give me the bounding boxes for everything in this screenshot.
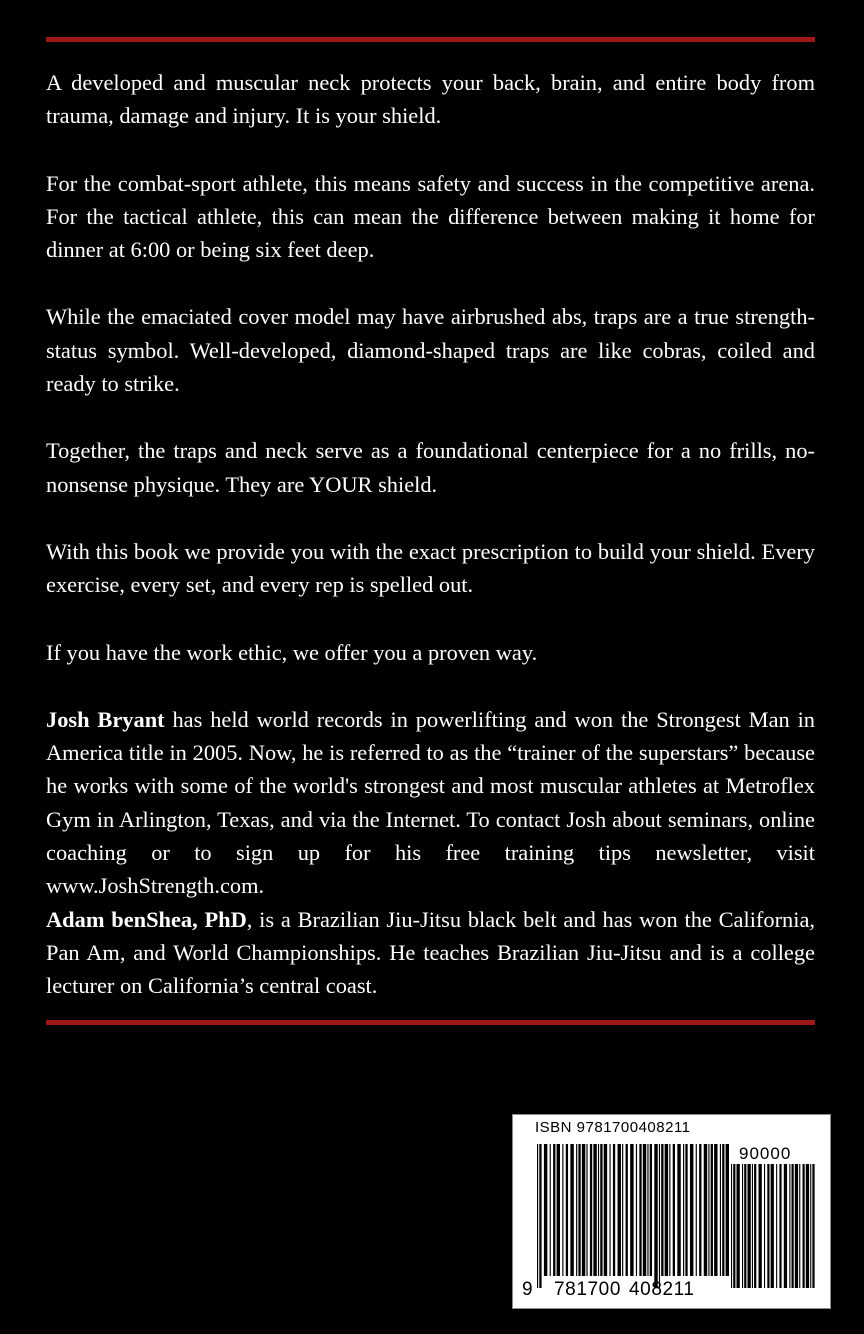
author-name-adam: Adam benShea, PhD bbox=[46, 906, 247, 932]
author-bio-adam bbox=[46, 903, 815, 1003]
barcode-bar bbox=[557, 1144, 560, 1276]
barcode-bar bbox=[618, 1144, 621, 1276]
barcode-bar bbox=[562, 1144, 563, 1276]
isbn-label: ISBN 9781700408211 bbox=[535, 1119, 691, 1136]
barcode-bar bbox=[767, 1164, 769, 1288]
barcode-bar bbox=[576, 1144, 577, 1276]
barcode-guard-bar bbox=[537, 1144, 538, 1288]
barcode-bar bbox=[699, 1144, 701, 1276]
back-cover-text bbox=[46, 66, 815, 1003]
barcode-bar bbox=[598, 1144, 599, 1276]
barcode-bar bbox=[806, 1164, 809, 1288]
barcode-bar bbox=[764, 1164, 765, 1288]
paragraph-neck-shield: A developed and muscular neck protects your back, brain, and entire body from trauma, damage and injury. It is your shield. bbox=[46, 70, 815, 129]
paragraph-prescription: With this book we provide you with the exact prescription to build your shield. Every exercise, every set, and every rep is spelled out. bbox=[46, 538, 815, 598]
barcode-bar bbox=[748, 1164, 751, 1288]
barcode-bar bbox=[704, 1144, 707, 1276]
barcode-bar bbox=[613, 1144, 615, 1276]
barcode-guard-bar bbox=[659, 1144, 660, 1288]
barcode-bar bbox=[737, 1164, 740, 1288]
barcode-bar bbox=[754, 1164, 756, 1288]
barcode-bar bbox=[810, 1164, 811, 1288]
isbn-barcode bbox=[512, 1114, 831, 1309]
bottom-divider bbox=[46, 1020, 815, 1025]
barcode-bar bbox=[636, 1144, 637, 1276]
barcode-bar bbox=[647, 1144, 648, 1276]
barcode-guard-bar bbox=[539, 1144, 541, 1288]
paragraph-combat-athlete: For the combat-sport athlete, this means safety and success in the competitive arena. For the tactical athlete, this can mean the difference between making it home for dinner at 6:00 or being six feet deep. bbox=[46, 170, 815, 263]
barcode-bar bbox=[776, 1164, 777, 1288]
barcode-bar bbox=[784, 1164, 787, 1288]
barcode-bar bbox=[803, 1164, 805, 1288]
barcode-bar bbox=[759, 1164, 762, 1288]
barcode-bar bbox=[752, 1164, 753, 1288]
barcode-bar bbox=[685, 1144, 687, 1276]
barcode-bar bbox=[544, 1144, 547, 1276]
barcode-bar bbox=[578, 1144, 580, 1276]
barcode-bar bbox=[733, 1164, 735, 1288]
barcode-bar bbox=[626, 1144, 628, 1276]
barcode-bar bbox=[593, 1144, 596, 1276]
barcode-bar bbox=[711, 1144, 713, 1276]
author-bio-josh bbox=[46, 703, 815, 903]
barcode-bar bbox=[604, 1144, 607, 1276]
barcode-bar bbox=[789, 1164, 790, 1288]
barcode-bar bbox=[792, 1164, 794, 1288]
barcode-bar bbox=[812, 1164, 814, 1288]
barcode-bar bbox=[742, 1164, 743, 1288]
barcode-bar bbox=[570, 1144, 573, 1276]
barcode-bar bbox=[677, 1144, 680, 1276]
barcode-digits-left: 781700 bbox=[554, 1279, 622, 1300]
barcode-bar bbox=[669, 1144, 670, 1276]
barcode-bar bbox=[661, 1144, 663, 1276]
paragraph-centerpiece: Together, the traps and neck serve as a foundational centerpiece for a no frills, no-nonsense physique. They are YOUR shield. bbox=[46, 438, 815, 497]
barcode-bar bbox=[600, 1144, 602, 1276]
barcode-bar bbox=[714, 1144, 717, 1276]
barcode-bar bbox=[665, 1144, 668, 1276]
barcode-bar bbox=[795, 1164, 798, 1288]
barcode-bar bbox=[553, 1144, 555, 1276]
barcode-bar bbox=[690, 1144, 693, 1276]
ean13-bars bbox=[537, 1144, 729, 1288]
addon-bars bbox=[731, 1164, 817, 1288]
barcode-digit-first: 9 bbox=[522, 1279, 534, 1300]
barcode-bar bbox=[550, 1144, 551, 1276]
author-name-josh: Josh Bryant bbox=[46, 706, 165, 732]
barcode-bar bbox=[622, 1144, 623, 1276]
paragraph-traps-symbol: While the emaciated cover model may have airbrushed abs, traps are a true strength-status symbol. Well-developed, diamond-shaped traps are like cobras, coiled and ready to strike. bbox=[46, 304, 815, 397]
top-divider bbox=[46, 37, 815, 42]
barcode-bar bbox=[650, 1144, 652, 1276]
barcode-bar bbox=[722, 1144, 724, 1276]
barcode-bar bbox=[726, 1144, 729, 1276]
barcode-guard-bar bbox=[654, 1144, 657, 1288]
barcode-bar bbox=[630, 1144, 633, 1276]
barcode-bar bbox=[708, 1144, 709, 1276]
barcode-bar bbox=[779, 1164, 781, 1288]
barcode-bar bbox=[673, 1144, 675, 1276]
price-code: 90000 bbox=[739, 1144, 792, 1163]
barcode-bar bbox=[566, 1144, 568, 1276]
barcode-bar bbox=[696, 1144, 697, 1276]
barcode-bar bbox=[720, 1144, 721, 1276]
barcode-digits-right: 408211 bbox=[629, 1279, 695, 1300]
author-bio-adam-text: , is a Brazilian Jiu-Jitsu black belt and has won the California, Pan Am, and World Championships. He teaches Brazilian Jiu-Jitsu and is a college lecturer on California’s central coast. bbox=[46, 906, 815, 999]
barcode-bar bbox=[799, 1164, 800, 1288]
author-bio-josh-text: has held world records in powerlifting and won the Strongest Man in America title in 2005. Now, he is referred to as the “trainer of the superstars” because he works with some of the world's strongest and most muscular athletes at Metroflex Gym in Arlington, Texas, and via the Internet. To contact Josh about seminars, online coaching or to sign up for his free training tips newsletter, visit www.JoshStrength.com. bbox=[46, 706, 816, 899]
barcode-bar bbox=[683, 1144, 684, 1276]
barcode-bar bbox=[582, 1144, 585, 1276]
barcode-bar bbox=[744, 1164, 746, 1288]
paragraph-work-ethic: If you have the work ethic, we offer you a proven way. bbox=[46, 639, 538, 665]
barcode-bar bbox=[639, 1144, 641, 1276]
barcode-bar bbox=[590, 1144, 592, 1276]
barcode-bar bbox=[643, 1144, 646, 1276]
barcode-bar bbox=[609, 1144, 610, 1276]
barcode-bar bbox=[731, 1164, 732, 1288]
barcode-bar bbox=[771, 1164, 774, 1288]
barcode-bar bbox=[586, 1144, 587, 1276]
